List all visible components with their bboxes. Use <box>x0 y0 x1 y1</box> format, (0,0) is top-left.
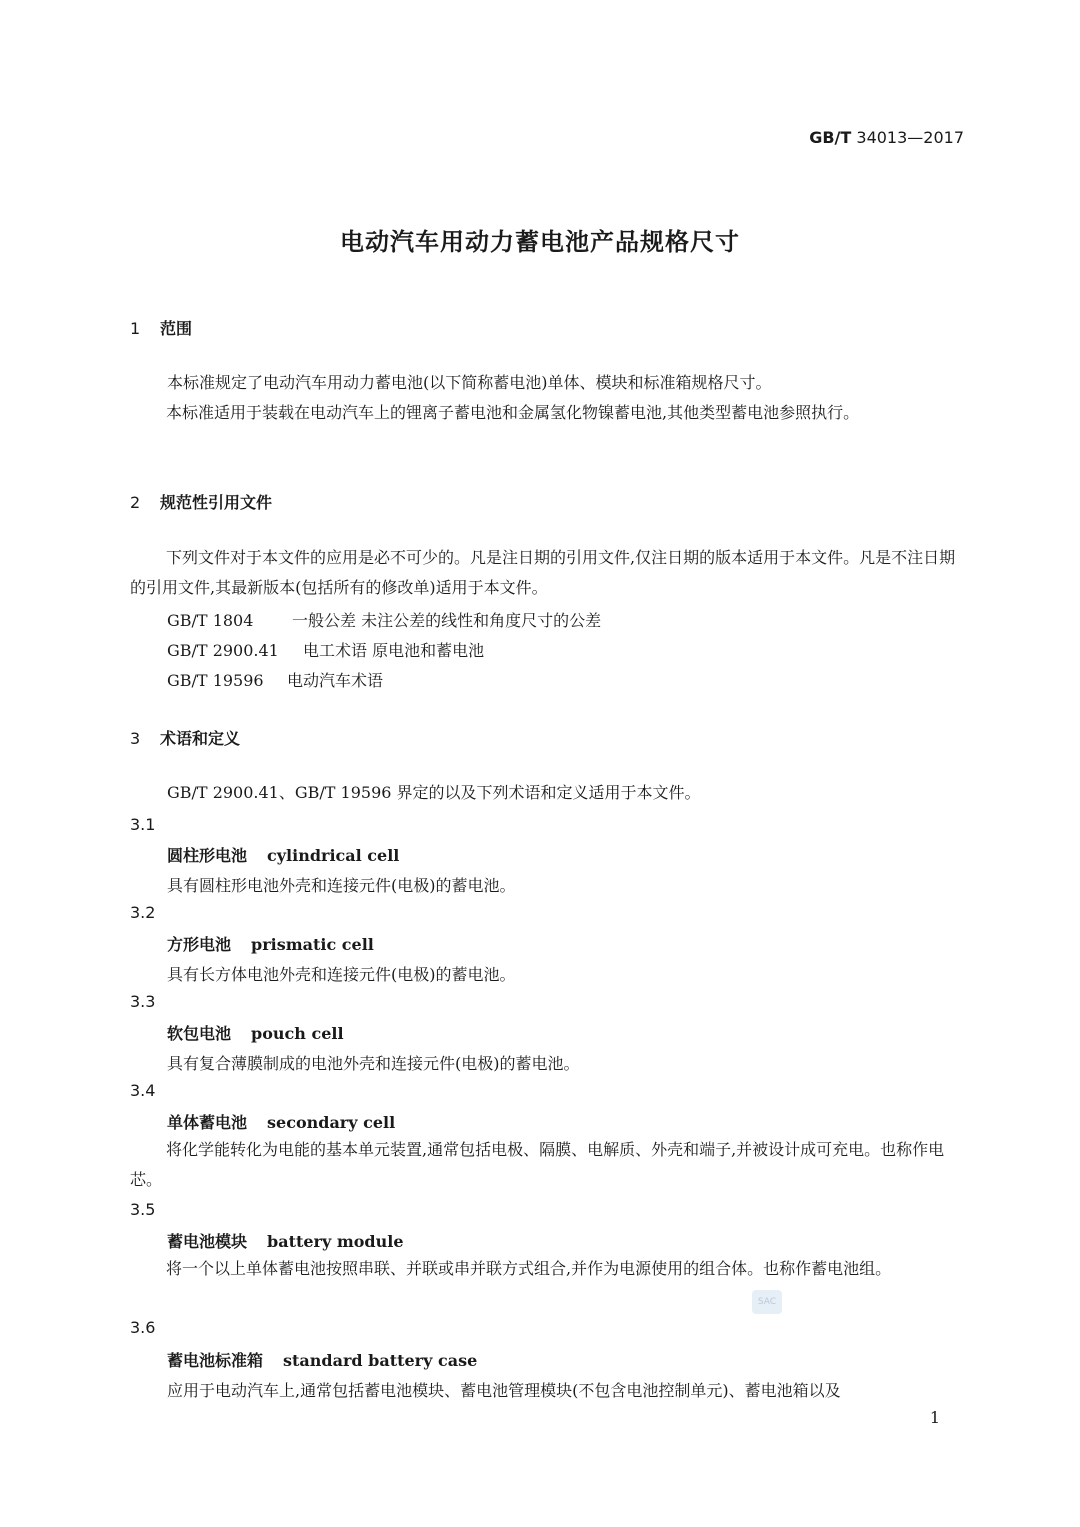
standard-code: GB/T 34013—2017 <box>809 128 964 147</box>
term-heading: 蓄电池模块 battery module <box>167 1232 404 1251</box>
reference-code: GB/T 19596 <box>167 671 264 690</box>
term-definition: 将一个以上单体蓄电池按照串联、并联或串并联方式组合,并作为电源使用的组合体。也称作蓄电池组。 <box>166 1259 892 1278</box>
term-definition: 具有复合薄膜制成的电池外壳和连接元件(电极)的蓄电池。 <box>167 1054 580 1073</box>
clause-number: 3.4 <box>130 1081 156 1100</box>
term-definition: 具有长方体电池外壳和连接元件(电极)的蓄电池。 <box>167 965 516 984</box>
page-number: 1 <box>929 1408 940 1427</box>
reference-item <box>167 608 601 631</box>
term-heading: 蓄电池标准箱 standard battery case <box>167 1351 478 1370</box>
term-heading: 软包电池 pouch cell <box>167 1024 344 1043</box>
sac-watermark: SAC <box>752 1290 782 1314</box>
term-heading: 单体蓄电池 secondary cell <box>167 1113 396 1132</box>
clause-number: 3.1 <box>130 815 156 834</box>
reference-item <box>167 638 484 661</box>
section-1-para-2: 本标准适用于装载在电动汽车上的锂离子蓄电池和金属氢化物镍蓄电池,其他类型蓄电池参照执行。 <box>166 403 860 422</box>
reference-title: 电动汽车术语 <box>287 671 384 690</box>
term-heading: 方形电池 prismatic cell <box>167 935 374 954</box>
section-1-heading: 1 范围 <box>130 319 193 338</box>
document-title: 电动汽车用动力蓄电池产品规格尺寸 <box>340 228 740 256</box>
clause-number: 3.6 <box>130 1318 156 1337</box>
section-1-para-1: 本标准规定了电动汽车用动力蓄电池(以下简称蓄电池)单体、模块和标准箱规格尺寸。 <box>167 373 772 392</box>
clause-number: 3.2 <box>130 903 156 922</box>
reference-item <box>167 668 383 691</box>
clause-number: 3.3 <box>130 992 156 1011</box>
section-2-para-1: 下列文件对于本文件的应用是必不可少的。凡是注日期的引用文件,仅注日期的版本适用于本文件。凡是不注日期的引用文件,其最新版本(包括所有的修改单)适用于本文件。 <box>130 548 956 597</box>
reference-title: 电工术语 原电池和蓄电池 <box>303 641 485 660</box>
section-2-heading: 2 规范性引用文件 <box>130 493 273 512</box>
term-definition: 具有圆柱形电池外壳和连接元件(电极)的蓄电池。 <box>167 876 516 895</box>
reference-title: 一般公差 未注公差的线性和角度尺寸的公差 <box>292 611 602 630</box>
section-3-intro: GB/T 2900.41、GB/T 19596 界定的以及下列术语和定义适用于本文件。 <box>167 783 701 802</box>
reference-code: GB/T 1804 <box>167 611 254 630</box>
clause-number: 3.5 <box>130 1200 156 1219</box>
term-definition: 将化学能转化为电能的基本单元装置,通常包括电极、隔膜、电解质、外壳和端子,并被设计成可充电。也称作电芯。 <box>130 1140 945 1189</box>
section-3-heading: 3 术语和定义 <box>130 729 241 748</box>
term-definition: 应用于电动汽车上,通常包括蓄电池模块、蓄电池管理模块(不包含电池控制单元)、蓄电池箱以及 <box>167 1381 841 1400</box>
reference-code: GB/T 2900.41 <box>167 641 279 660</box>
term-heading: 圆柱形电池 cylindrical cell <box>167 846 400 865</box>
